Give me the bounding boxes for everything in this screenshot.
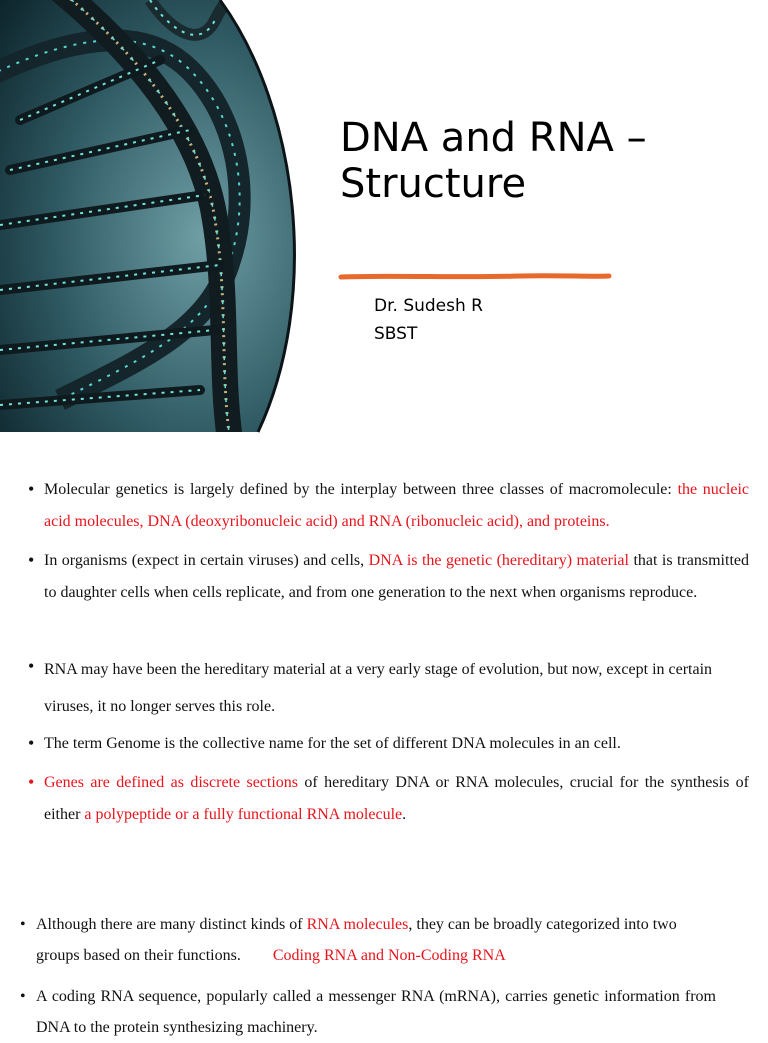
bullet-text: Molecular genetics is largely defined by the interplay between three classes of macromolecule: the nucleic acid molecules, DNA (deoxyribonucleic acid) and RNA (ribonucleic acid), and proteins. <box>44 481 750 530</box>
bullet-dot: • <box>20 988 26 1005</box>
bullet-text: Although there are many distinct kinds of RNA molecules, they can be broadly categorized into two groups based on their functions. Coding RNA and Non-Coding RNA <box>36 916 677 964</box>
bullet-text: In organisms (expect in certain viruses) and cells, DNA is the genetic (hereditary) material that is transmitted to daughter cells when cells replicate, and from one generation to the next when organisms reproduce. <box>44 552 749 601</box>
slide-title <box>340 115 740 207</box>
bullet-text: Genes are defined as discrete sections of hereditary DNA or RNA molecules, crucial for the synthesis of either a polypeptide or a fully functional RNA molecule. <box>44 774 750 823</box>
bullet-dot: • <box>28 550 35 570</box>
author-affiliation: SBST <box>374 324 418 344</box>
bullet-dot: • <box>28 733 35 753</box>
bullet-dot: • <box>28 656 35 676</box>
accent-underline <box>340 272 610 282</box>
intro-slide <box>0 442 768 862</box>
author-block <box>374 292 483 348</box>
bullet-dot: • <box>28 772 35 792</box>
bullet-text: RNA may have been the hereditary material at a very early stage of evolution, but now, except in certain viruses, it no longer serves this role. <box>44 661 713 715</box>
title-line-2: Structure <box>340 161 527 207</box>
bullet-dot: • <box>20 916 26 933</box>
rna-types-slide <box>0 896 768 1036</box>
bullet-dot: • <box>28 479 35 499</box>
bullet-text: A coding RNA sequence, popularly called a messenger RNA (mRNA), carries genetic information from DNA to the protein synthesizing machinery. <box>36 988 716 1036</box>
bullet-text: The term Genome is the collective name for the set of different DNA molecules in an cell. <box>44 735 621 752</box>
author-name: Dr. Sudesh R <box>374 296 483 316</box>
title-slide <box>0 0 768 432</box>
title-line-1: DNA and RNA – <box>340 115 647 161</box>
dna-helix-image <box>0 0 310 432</box>
